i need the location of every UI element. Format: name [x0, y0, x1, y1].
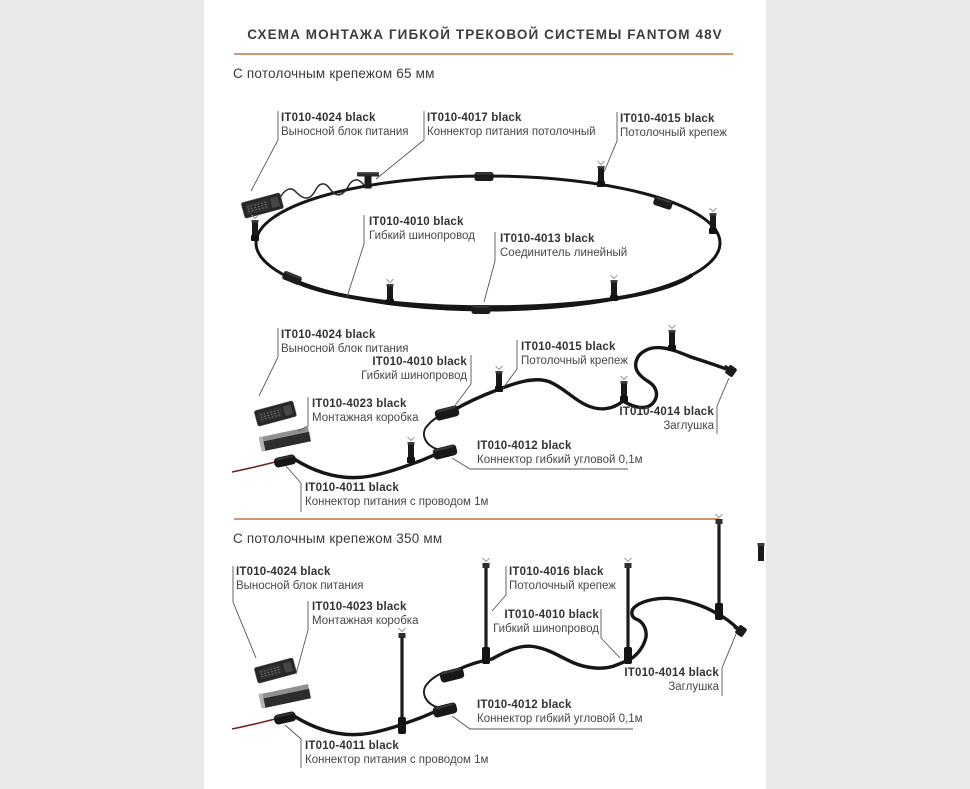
linear-connector [282, 270, 303, 285]
label-4010-flex-track [369, 215, 475, 243]
flexible-track-lower [294, 450, 447, 478]
part-desc: Коннектор гибкий угловой 0,1м [477, 454, 643, 466]
label-4012-corner-connector [477, 439, 643, 467]
part-code: IT010-4017 black [427, 112, 522, 124]
ceiling-mount-65 [610, 275, 618, 301]
power-supply-unit [254, 401, 297, 427]
part-code: IT010-4023 black [312, 601, 407, 613]
label-4017-ceiling-power-connector [427, 111, 596, 139]
ceiling-rod-350 [715, 514, 723, 620]
part-desc: Потолочный крепеж [509, 580, 616, 592]
ceiling-mount-65 [386, 279, 394, 305]
power-lead-wire [232, 719, 275, 729]
spare-rod-piece [758, 543, 765, 561]
linear-connector [475, 172, 494, 181]
label-4011-power-connector [305, 481, 488, 509]
part-code: IT010-4010 black [369, 216, 464, 228]
part-code: IT010-4011 black [305, 482, 399, 494]
part-code: IT010-4014 black [619, 406, 714, 418]
label-4016-ceiling-mount [509, 565, 616, 593]
ceiling-mount-65 [251, 215, 259, 241]
part-code: IT010-4024 black [236, 566, 331, 578]
part-code: IT010-4015 black [521, 341, 616, 353]
ceiling-mount-65 [668, 325, 676, 351]
part-code: IT010-4016 black [509, 566, 604, 578]
part-desc: Монтажная коробка [312, 412, 419, 424]
ceiling-mount-65 [407, 437, 415, 463]
part-desc: Выносной блок питания [281, 126, 409, 138]
label-4015-ceiling-mount [620, 112, 727, 140]
flexible-track-lower [294, 707, 447, 735]
label-4024-power-supply [236, 565, 364, 593]
mounting-box [258, 684, 311, 709]
linear-connector [472, 305, 491, 314]
part-code: IT010-4024 black [281, 329, 376, 341]
part-code: IT010-4014 black [624, 667, 719, 679]
ceiling-mount-65 [495, 366, 503, 392]
label-4015-ceiling-mount [521, 340, 628, 368]
part-desc: Коннектор питания с проводом 1м [305, 754, 489, 766]
power-feed-connector [273, 454, 297, 468]
section-heading-350mm: С потолочным крепежом 350 мм [233, 531, 443, 546]
part-code: IT010-4012 black [477, 440, 572, 452]
part-desc: Коннектор питания с проводом 1м [305, 496, 489, 508]
part-code: IT010-4010 black [372, 356, 467, 368]
part-desc: Выносной блок питания [281, 343, 409, 355]
ceiling-mount-65 [709, 208, 717, 234]
part-desc: Потолочный крепеж [620, 127, 727, 139]
label-4014-end-cap [619, 405, 714, 433]
part-desc: Заглушка [663, 420, 714, 432]
label-4011-power-connector [305, 739, 488, 767]
part-desc: Соединитель линейный [500, 247, 628, 259]
part-desc: Монтажная коробка [312, 615, 419, 627]
loop-diagram-65mm [241, 111, 720, 314]
page-title: СХЕМА МОНТАЖА ГИБКОЙ ТРЕКОВОЙ СИСТЕМЫ FANTOM 48V [247, 27, 723, 42]
part-code: IT010-4012 black [477, 699, 572, 711]
label-4014-end-cap [624, 666, 719, 694]
power-lead-wire [232, 462, 275, 472]
part-code: IT010-4013 black [500, 233, 595, 245]
part-desc: Коннектор питания потолочный [427, 126, 596, 138]
label-4024-power-supply [281, 111, 409, 139]
part-code: IT010-4024 black [281, 112, 376, 124]
part-code: IT010-4010 black [504, 609, 599, 621]
label-4012-corner-connector [477, 698, 643, 726]
leader-lines [251, 111, 617, 302]
power-supply-unit [254, 658, 297, 684]
corner-connector [432, 444, 458, 460]
label-4010-flex-track [361, 355, 467, 383]
ceiling-mount-65 [620, 376, 628, 402]
label-4013-linear-connector [500, 232, 627, 260]
label-4024-power-supply [281, 328, 409, 356]
mounting-box [258, 427, 311, 452]
part-desc: Потолочный крепеж [521, 355, 628, 367]
part-desc: Заглушка [668, 681, 719, 693]
section-heading-65mm: С потолочным крепежом 65 мм [233, 66, 435, 81]
flexible-track-loop-front [284, 275, 692, 307]
part-code: IT010-4023 black [312, 398, 407, 410]
part-code: IT010-4015 black [620, 113, 715, 125]
part-code: IT010-4011 black [305, 740, 399, 752]
ceiling-rod-350 [482, 558, 490, 664]
ceiling-rod-350 [398, 628, 406, 734]
part-desc: Выносной блок питания [236, 580, 364, 592]
part-desc: Гибкий шинопровод [369, 230, 475, 242]
label-4023-mounting-box [312, 397, 418, 425]
part-desc: Гибкий шинопровод [493, 623, 599, 635]
part-desc: Гибкий шинопровод [361, 370, 467, 382]
corner-connector [434, 405, 460, 421]
corner-connector [432, 702, 458, 718]
label-4023-mounting-box [312, 600, 418, 628]
power-feed-connector [273, 711, 297, 725]
ceiling-mount-65 [597, 161, 605, 187]
label-4010-flex-track [493, 608, 599, 636]
open-track-diagram-350mm [232, 514, 765, 768]
part-desc: Коннектор гибкий угловой 0,1м [477, 713, 643, 725]
corner-connector [439, 667, 465, 683]
